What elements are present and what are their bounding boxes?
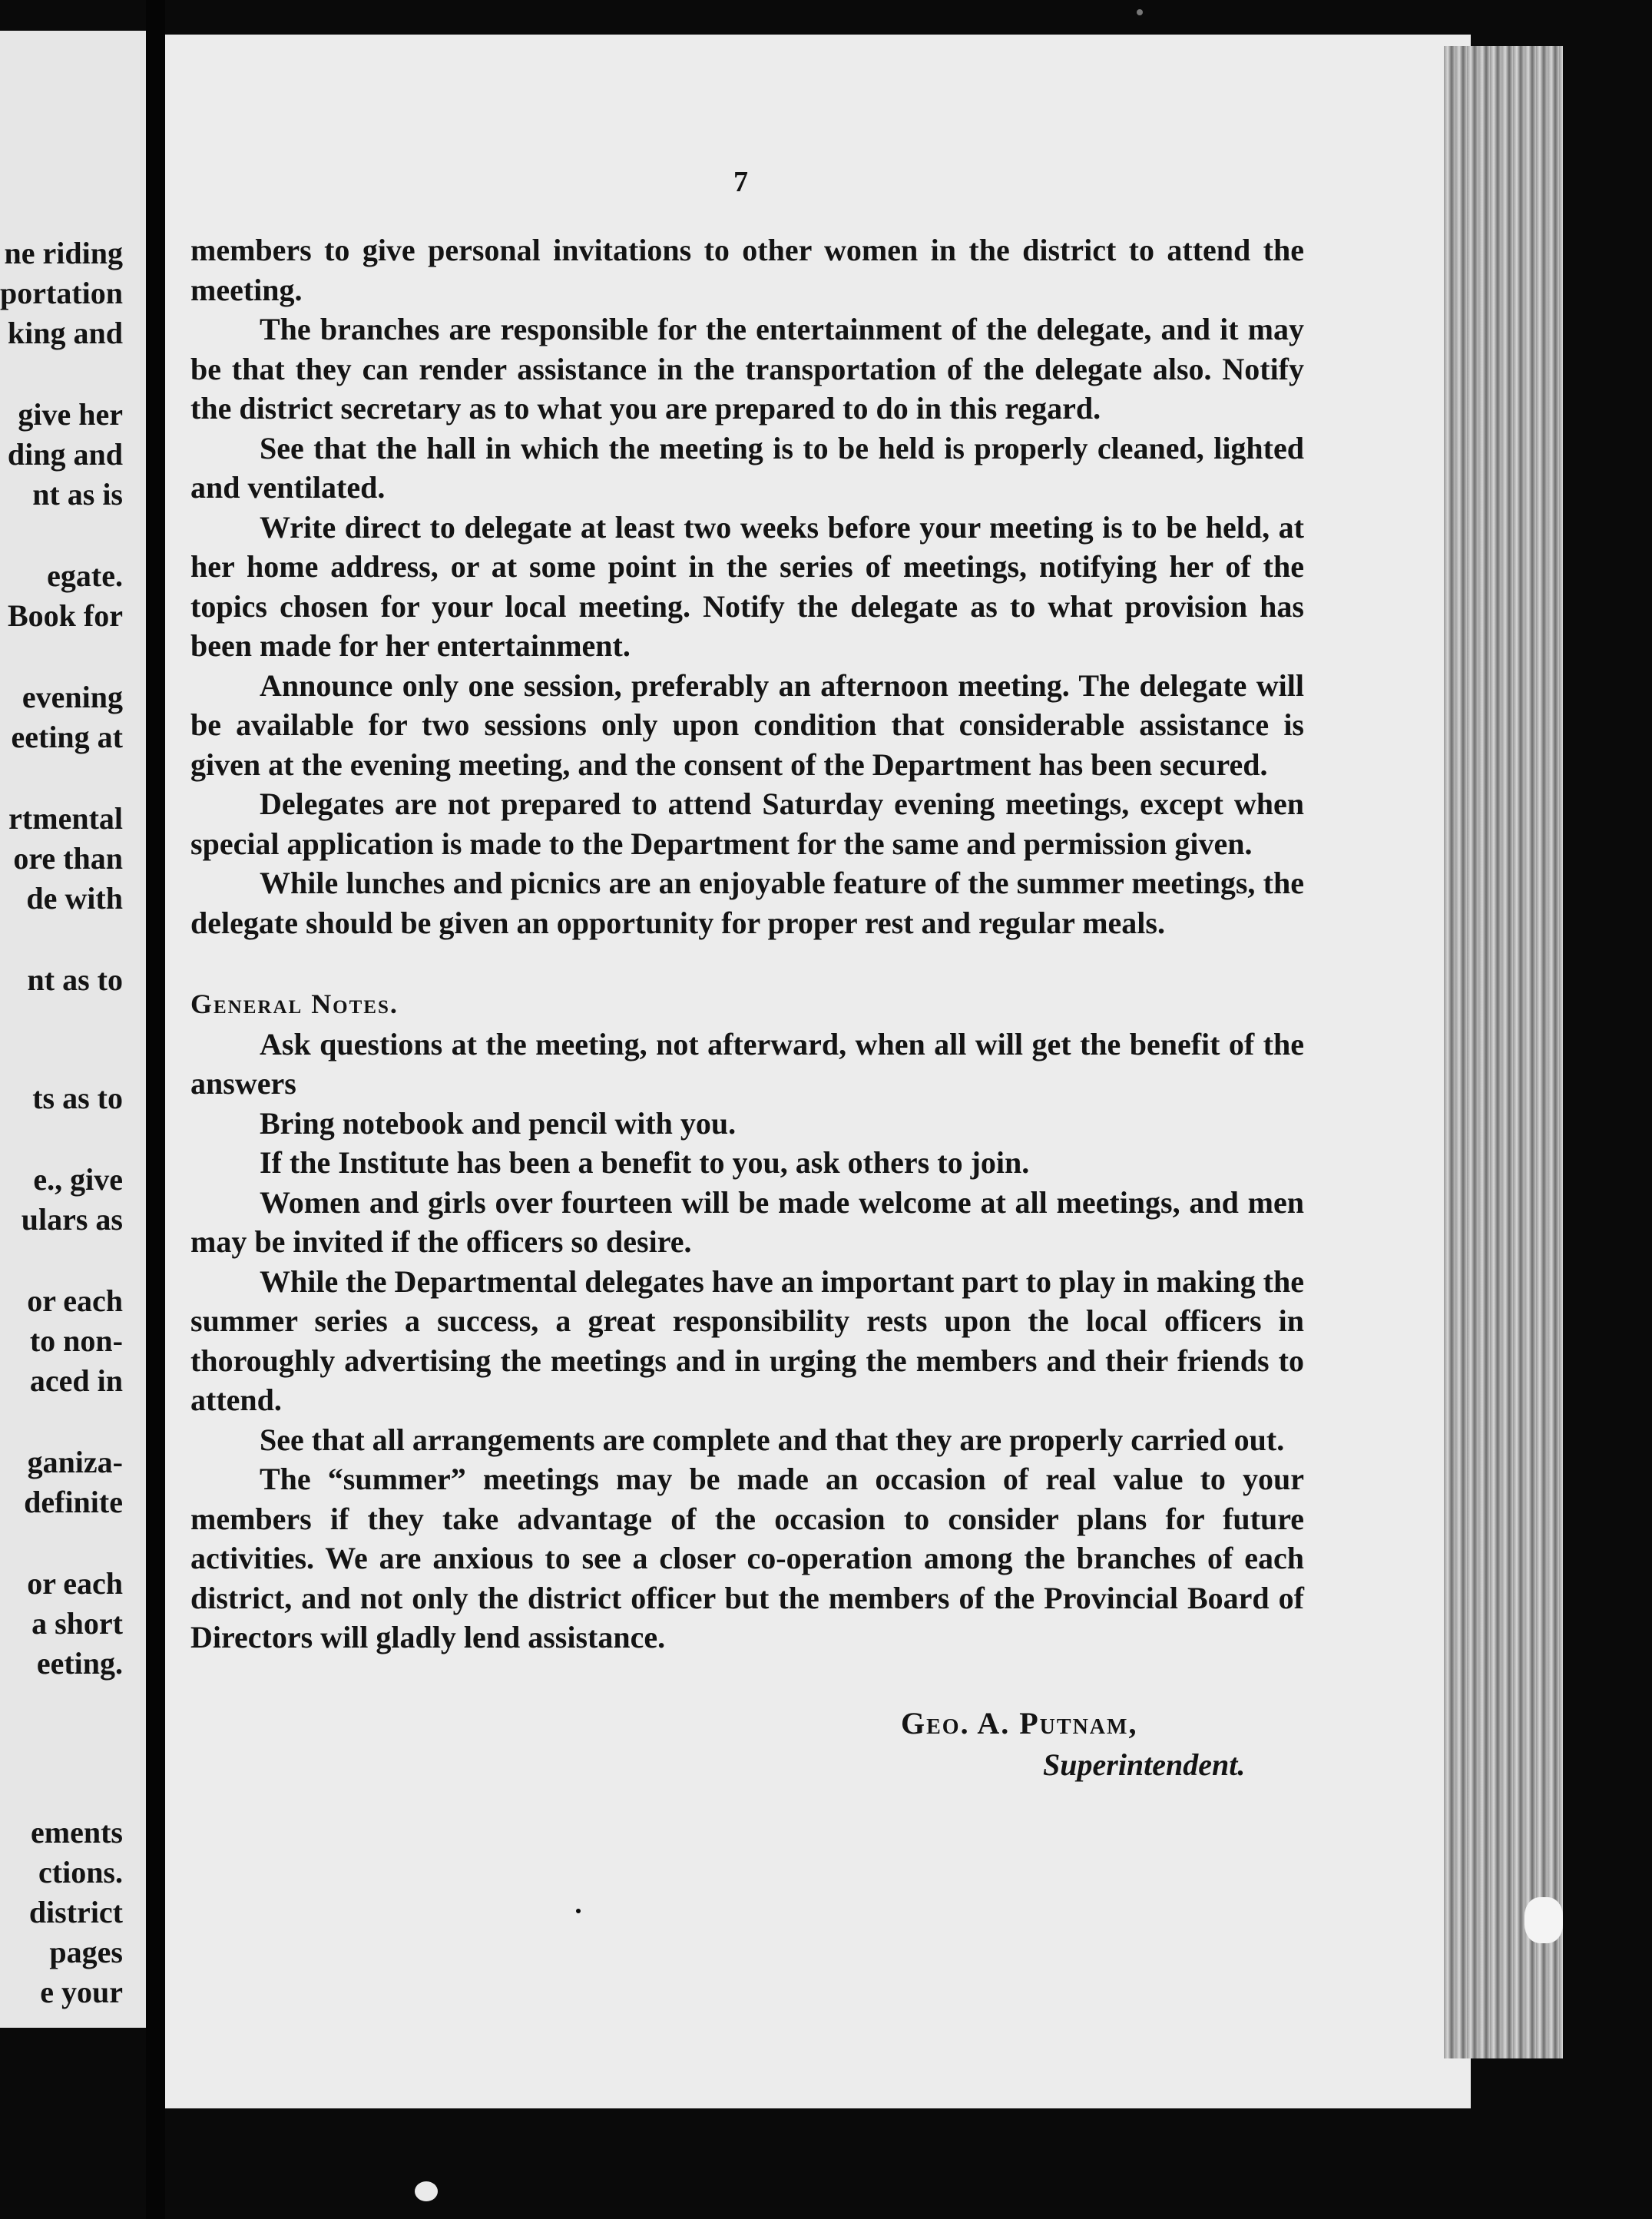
left-fragment: rtmental — [8, 801, 123, 836]
left-fragment: nt as to — [27, 962, 123, 997]
paragraph: Women and girls over fourteen will be made welcome at all meetings, and men may be invited if the officers so desire. — [190, 1184, 1304, 1259]
left-fragment: aced in — [29, 1363, 123, 1398]
left-fragment: ctions. — [38, 1855, 123, 1889]
signature-title: Superintendent. — [1043, 1747, 1246, 1782]
paragraph: See that all arrangements are complete and that they are properly carried out. — [260, 1422, 1285, 1457]
left-fragment: ne riding — [4, 236, 123, 270]
left-fragment: king and — [7, 316, 123, 350]
section-heading: General Notes. — [190, 989, 399, 1019]
left-fragment: evening — [22, 680, 123, 714]
left-fragment: egate. — [47, 558, 123, 593]
left-fragment: pages — [49, 1935, 123, 1969]
paragraph: members to give personal invitations to other women in the district to attend the meeting. — [190, 233, 1304, 307]
left-fragment: ts as to — [32, 1081, 123, 1115]
left-fragment: ements — [31, 1815, 123, 1850]
left-fragment: eeting at — [11, 720, 123, 754]
ink-speck — [576, 1909, 581, 1913]
left-fragment: portation — [0, 276, 123, 310]
left-fragment: give her — [18, 397, 123, 432]
paragraph: If the Institute has been a benefit to you, ask others to join. — [260, 1145, 1030, 1180]
left-fragment: definite — [24, 1485, 123, 1519]
left-fragment: de with — [26, 881, 123, 916]
left-fragment: to non- — [29, 1323, 123, 1358]
left-fragment: Book for — [8, 598, 123, 633]
left-page-fragment — [0, 31, 146, 2028]
left-fragment: district — [28, 1895, 123, 1929]
paper-blot — [415, 2181, 438, 2201]
paragraph: Delegates are not prepared to attend Saturday evening meetings, except when special application is made to the Department for the same and permission given. — [190, 787, 1304, 861]
book-gutter — [146, 0, 165, 2219]
body-text — [190, 230, 1304, 1796]
page-number: 7 — [733, 166, 748, 198]
paragraph: See that the hall in which the meeting is to be held is properly cleaned, lighted and ventilated. — [190, 430, 1304, 505]
paragraph: While lunches and picnics are an enjoyable feature of the summer meetings, the delegate should be given an opportunity for proper rest and regular meals. — [190, 866, 1304, 940]
paragraph: Announce only one session, preferably an afternoon meeting. The delegate will be available for two sessions only upon condition that considerable assistance is given at the evening meeting, and the consent of the Department has been secured. — [190, 667, 1304, 782]
paragraph: Ask questions at the meeting, not afterward, when all will get the benefit of the answers — [190, 1026, 1304, 1101]
left-fragment: ding and — [7, 437, 123, 472]
left-fragment: or each — [27, 1283, 123, 1318]
paragraph: The “summer” meetings may be made an occasion of real value to your members if they take advantage of the occasion to consider plans for future activities. We are anxious to see a closer co-operation among the branches of each district, and not only the district officer but the members of the Provincial Board of Directors will gladly lend assistance. — [190, 1462, 1304, 1654]
left-fragment: a short — [31, 1606, 123, 1641]
left-fragment: e., give — [33, 1162, 123, 1197]
left-fragment: eeting. — [36, 1646, 123, 1681]
left-fragment: or each — [27, 1566, 123, 1601]
left-fragment: ganiza- — [27, 1445, 123, 1479]
section-gap — [190, 942, 1304, 985]
left-fragment: ore than — [13, 841, 123, 876]
left-fragment: ulars as — [21, 1202, 123, 1237]
signature-name: Geo. A. Putnam, — [901, 1705, 1138, 1740]
paragraph: Bring notebook and pencil with you. — [260, 1105, 737, 1141]
ink-speck — [1137, 9, 1143, 15]
left-fragment: e your — [40, 1975, 123, 2009]
paragraph: Write direct to delegate at least two weeks before your meeting is to be held, at her home address, or at some point in the series of meetings, notifying her of the topics chosen for your local meeting. Notify the delegate as to what provision has been made for her entertainment. — [190, 509, 1304, 663]
left-fragment: nt as is — [32, 477, 123, 512]
paragraph: The branches are responsible for the entertainment of the delegate, and it may be that they can render assistance in the transportation of the delegate also. Notify the district secretary as to what you are prepared to do in this regard. — [190, 312, 1304, 426]
paragraph: While the Departmental delegates have an important part to play in making the summer series a success, a great responsibility rests upon the local officers in thoroughly advertising the meetings and in urging the members and their friends to attend. — [190, 1264, 1304, 1417]
page-edges — [1444, 46, 1563, 2058]
signature-block — [190, 1704, 1304, 1796]
paper-blot — [1525, 1897, 1563, 1943]
